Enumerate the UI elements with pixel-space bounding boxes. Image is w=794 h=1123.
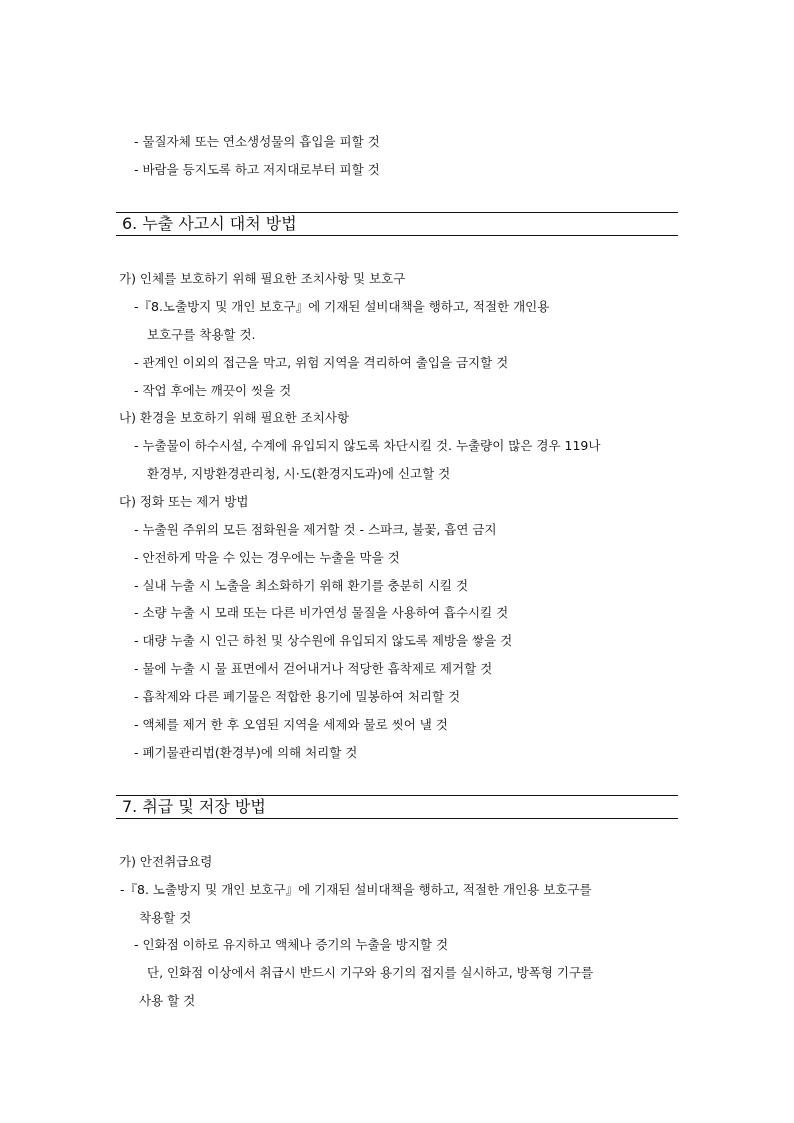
bullet-item: - 흡착제와 다른 폐기물은 적합한 용기에 밀봉하여 처리할 것 (134, 689, 461, 704)
bullet-item: - 대량 누출 시 인근 하천 및 상수원에 유입되지 않도록 제방을 쌓을 것 (134, 633, 513, 648)
bullet-item: - 안전하게 막을 수 있는 경우에는 누출을 막을 것 (134, 550, 400, 565)
bullet-item: - 액체를 제거 한 후 오염된 지역을 세제와 물로 씻어 낼 것 (134, 717, 448, 732)
bullet-item: - 관계인 이외의 접근을 막고, 위험 지역을 격리하여 출입을 금지할 것 (134, 355, 509, 370)
bullet-item: - 소량 누출 시 모래 또는 다른 비가연성 물질을 사용하여 흡수시킬 것 (134, 605, 509, 620)
bullet-item: - 인화점 이하로 유지하고 액체나 증기의 누출을 방지할 것 (134, 937, 449, 952)
bullet-item: - 실내 누출 시 노출을 최소화하기 위해 환기를 충분히 시킬 것 (134, 578, 469, 593)
bullet-item: - 폐기물관리법(환경부)에 의해 처리할 것 (134, 745, 358, 760)
bullet-item: - 누출물이 하수시설, 수계에 유입되지 않도록 차단시킬 것. 누출량이 많은 경우 119나 (134, 438, 601, 453)
bullet-item: - 물질자체 또는 연소생성물의 흡입을 피할 것 (134, 134, 380, 149)
subsection-heading: 나) 환경을 보호하기 위해 필요한 조치사항 (119, 410, 350, 425)
bullet-item-continuation: 보호구를 착용할 것. (147, 327, 256, 342)
bullet-item: - 바람을 등지도록 하고 저지대로부터 피할 것 (134, 162, 380, 177)
subsection-heading: 다) 정화 또는 제거 방법 (119, 494, 249, 509)
bullet-item-continuation: 환경부, 지방환경관리청, 시·도(환경지도과)에 신고할 것 (147, 466, 451, 481)
bullet-item: - 누출원 주위의 모든 점화원을 제거할 것 - 스파크, 불꽃, 흡연 금지 (134, 522, 497, 537)
subsection-heading: 가) 안전취급요령 (119, 854, 213, 869)
bullet-item-continuation: 단, 인화점 이상에서 취급시 반드시 기구와 용기의 접지를 실시하고, 방폭형 기구를 (147, 965, 594, 980)
bullet-item: - 물에 누출 시 물 표면에서 걷어내거나 적당한 흡착제로 제거할 것 (134, 661, 493, 676)
section-7-title: 7. 취급 및 저장 방법 (122, 797, 266, 816)
bullet-item: -『8.노출방지 및 개인 보호구』에 기재된 설비대책을 행하고, 적절한 개인용 (134, 299, 550, 314)
section-6-header (116, 212, 678, 236)
bullet-item: - 작업 후에는 깨끗이 씻을 것 (134, 383, 292, 398)
bullet-item-continuation: 착용할 것 (139, 910, 192, 925)
section-7-header (116, 795, 678, 819)
bullet-item-continuation: 사용 할 것 (139, 993, 196, 1008)
bullet-item: -『8. 노출방지 및 개인 보호구』에 기재된 설비대책을 행하고, 적절한 개인용 보호구를 (120, 882, 592, 897)
subsection-heading: 가) 인체를 보호하기 위해 필요한 조치사항 및 보호구 (119, 271, 406, 286)
section-6-title: 6. 누출 사고시 대처 방법 (122, 214, 297, 233)
